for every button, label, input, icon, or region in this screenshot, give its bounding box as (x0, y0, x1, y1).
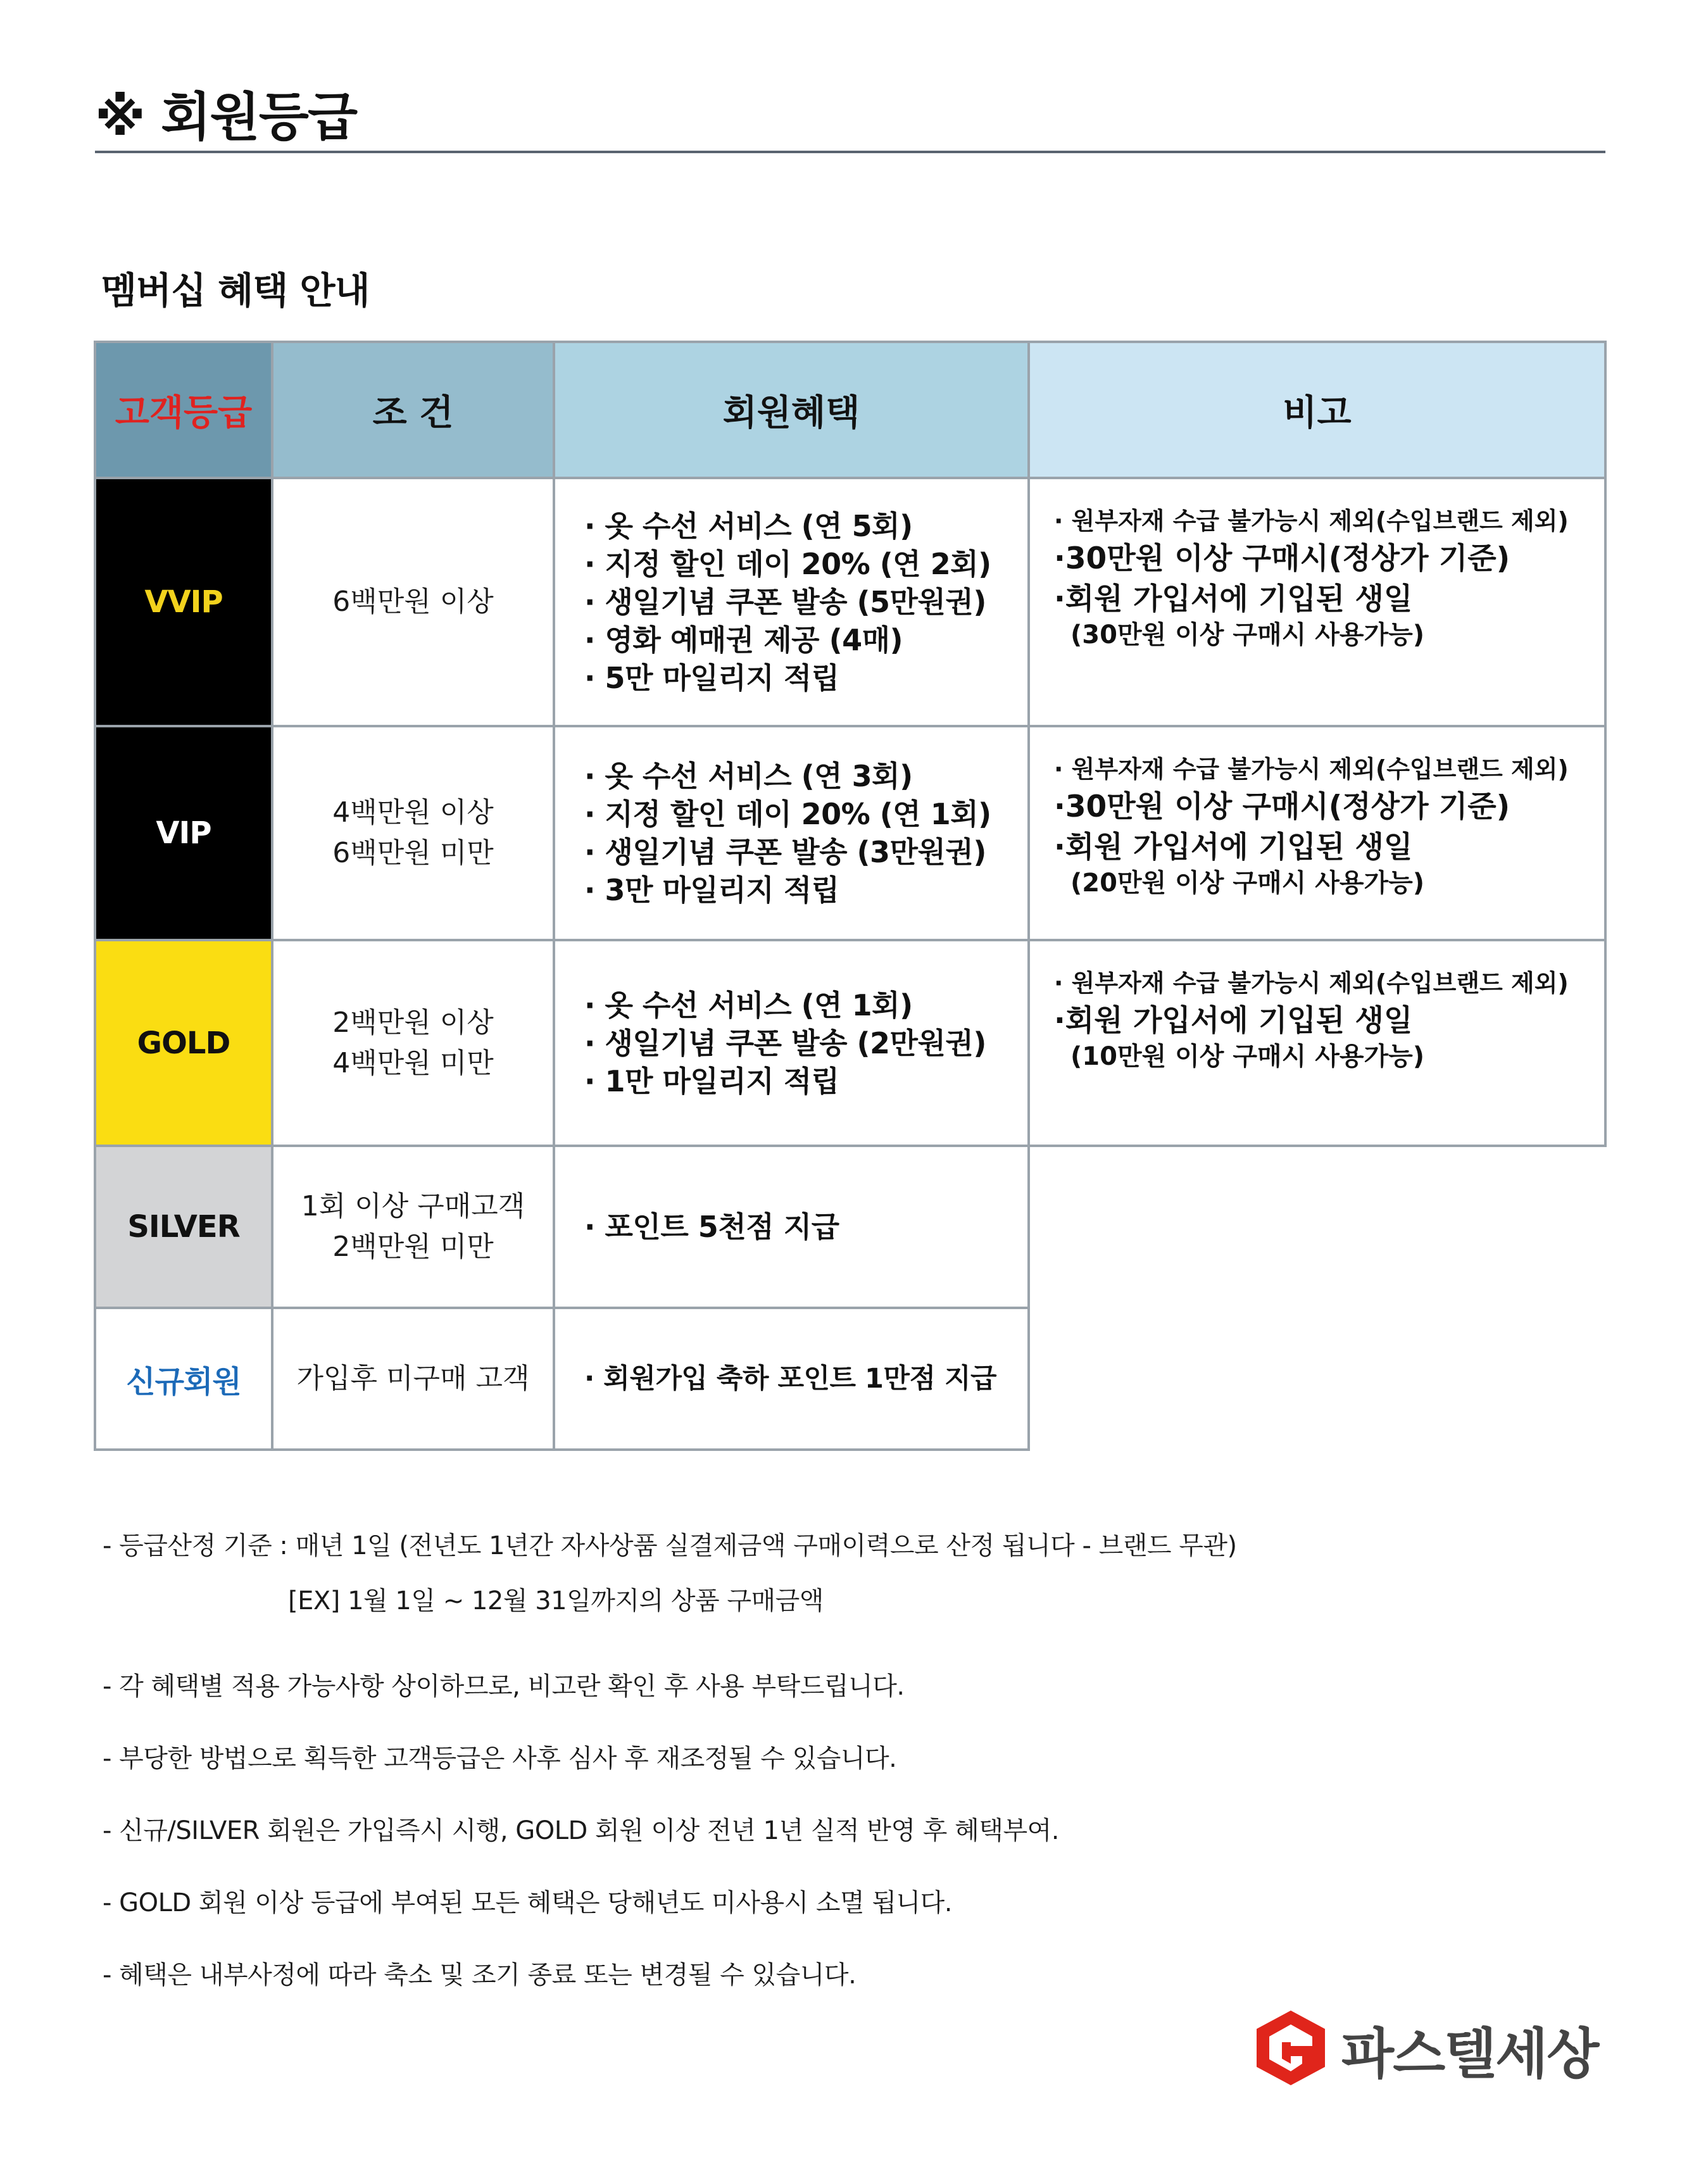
benefit-item: · 생일기념 쿠폰 발송 (5만원권) (584, 585, 986, 619)
benefits-new-member (554, 1308, 1029, 1450)
footnote-grade-criteria: - 등급산정 기준 : 매년 1일 (전년도 1년간 자사상품 실결제금액 구매이력으로 산정 됩니다 - 브랜드 무관) (103, 1531, 1237, 1560)
header-notes: 비고 (1029, 342, 1605, 478)
condition-gold (272, 940, 554, 1146)
note-item: (10만원 이상 구매시 사용가능) (1070, 1042, 1425, 1071)
benefit-item: · 회원가입 축하 포인트 1만점 지급 (584, 1363, 997, 1395)
benefits-vip (554, 726, 1029, 940)
title-divider (95, 151, 1605, 153)
table-border (271, 341, 273, 1451)
table-border (95, 477, 1607, 479)
table-border (95, 341, 1607, 343)
notes-vvip (1029, 478, 1605, 726)
header-condition: 조 건 (272, 342, 554, 478)
note-item: (30만원 이상 구매시 사용가능) (1070, 620, 1425, 650)
page-title: ※ 회원등급 (95, 87, 357, 147)
note-item: ·30만원 이상 구매시(정상가 기준) (1054, 789, 1510, 824)
condition-vip (272, 726, 554, 940)
table-border (95, 725, 1607, 727)
benefit-item: · 생일기념 쿠폰 발송 (3만원권) (584, 835, 986, 869)
condition-line: 6백만원 이상 (332, 586, 494, 618)
benefits-vvip (554, 478, 1029, 726)
table-border (95, 1145, 1607, 1147)
note-item: · 원부자재 수급 불가능시 제외(수입브랜드 제외) (1054, 755, 1569, 783)
note-item: ·회원 가입서에 기입된 생일 (1054, 582, 1413, 617)
note-item: · 원부자재 수급 불가능시 제외(수입브랜드 제외) (1054, 507, 1569, 535)
section-title: 멤버십 혜택 안내 (101, 269, 370, 312)
note-item: ·회원 가입서에 기입된 생일 (1054, 1003, 1413, 1038)
table-border (1027, 341, 1030, 1451)
condition-new-member (272, 1308, 554, 1450)
condition-line: 6백만원 미만 (332, 837, 494, 869)
notes-vip (1029, 726, 1605, 940)
table-border (95, 1448, 1030, 1451)
brand-name: 파스텔세상 (1341, 2023, 1598, 2086)
table-border (1604, 341, 1607, 1147)
benefit-item: · 생일기념 쿠폰 발송 (2만원권) (584, 1026, 986, 1060)
grade-gold: GOLD (95, 940, 272, 1146)
grade-silver: SILVER (95, 1146, 272, 1308)
condition-vvip (272, 478, 554, 726)
benefits-silver (554, 1146, 1029, 1308)
footnote-example: [EX] 1월 1일 ~ 12월 31일까지의 상품 구매금액 (288, 1586, 824, 1616)
brand-logo (1257, 2010, 1598, 2088)
notes-gold (1029, 940, 1605, 1146)
condition-line: 4백만원 미만 (332, 1046, 494, 1079)
condition-line: 1회 이상 구매고객 (301, 1190, 525, 1222)
benefit-item: · 지정 할인 데이 20% (연 1회) (584, 797, 991, 831)
benefits-gold (554, 940, 1029, 1146)
condition-line: 4백만원 이상 (332, 796, 494, 829)
grade-new-member: 신규회원 (95, 1308, 272, 1450)
header-benefits: 회원혜택 (554, 342, 1029, 478)
table-border (94, 341, 96, 1451)
footnote-changes: - 혜택은 내부사정에 따라 축소 및 조기 종료 또는 변경될 수 있습니다. (103, 1961, 857, 1990)
condition-line: 가입후 미구매 고객 (296, 1362, 530, 1395)
benefit-item: · 지정 할인 데이 20% (연 2회) (584, 547, 991, 581)
benefit-item: · 5만 마일리지 적립 (584, 661, 839, 695)
note-item: ·회원 가입서에 기입된 생일 (1054, 830, 1413, 865)
footnote-check-notes: - 각 혜택별 적용 가능사항 상이하므로, 비고란 확인 후 사용 부탁드립니다. (103, 1672, 905, 1701)
condition-line: 2백만원 미만 (332, 1231, 494, 1263)
footnote-apply-timing: - 신규/SILVER 회원은 가입즉시 시행, GOLD 회원 이상 전년 1년 실적 반영 후 혜택부여. (103, 1816, 1059, 1845)
benefit-item: · 3만 마일리지 적립 (584, 873, 839, 907)
note-item: (20만원 이상 구매시 사용가능) (1070, 869, 1425, 898)
grade-vvip: VVIP (95, 478, 272, 726)
note-item: ·30만원 이상 구매시(정상가 기준) (1054, 541, 1510, 576)
pastel-logo-icon (1257, 2011, 1325, 2088)
benefit-item: · 영화 예매권 제공 (4매) (584, 623, 903, 657)
table-border (95, 1307, 1030, 1309)
grade-vip: VIP (95, 726, 272, 940)
table-border (95, 939, 1607, 941)
footnote-expiry: - GOLD 회원 이상 등급에 부여된 모든 혜택은 당해년도 미사용시 소멸 됩니다. (103, 1888, 952, 1917)
footnote-readjust: - 부당한 방법으로 획득한 고객등급은 사후 심사 후 재조정될 수 있습니다. (103, 1744, 897, 1773)
benefit-item: · 옷 수선 서비스 (연 3회) (584, 759, 913, 793)
table-border (553, 341, 555, 1451)
benefit-item: · 포인트 5천점 지급 (584, 1210, 839, 1244)
benefit-item: · 1만 마일리지 적립 (584, 1064, 839, 1098)
condition-line: 2백만원 이상 (332, 1006, 494, 1039)
header-grade: 고객등급 (95, 342, 272, 478)
condition-silver (272, 1146, 554, 1308)
benefit-item: · 옷 수선 서비스 (연 5회) (584, 509, 913, 543)
benefit-item: · 옷 수선 서비스 (연 1회) (584, 988, 913, 1022)
note-item: · 원부자재 수급 불가능시 제외(수입브랜드 제외) (1054, 969, 1569, 997)
